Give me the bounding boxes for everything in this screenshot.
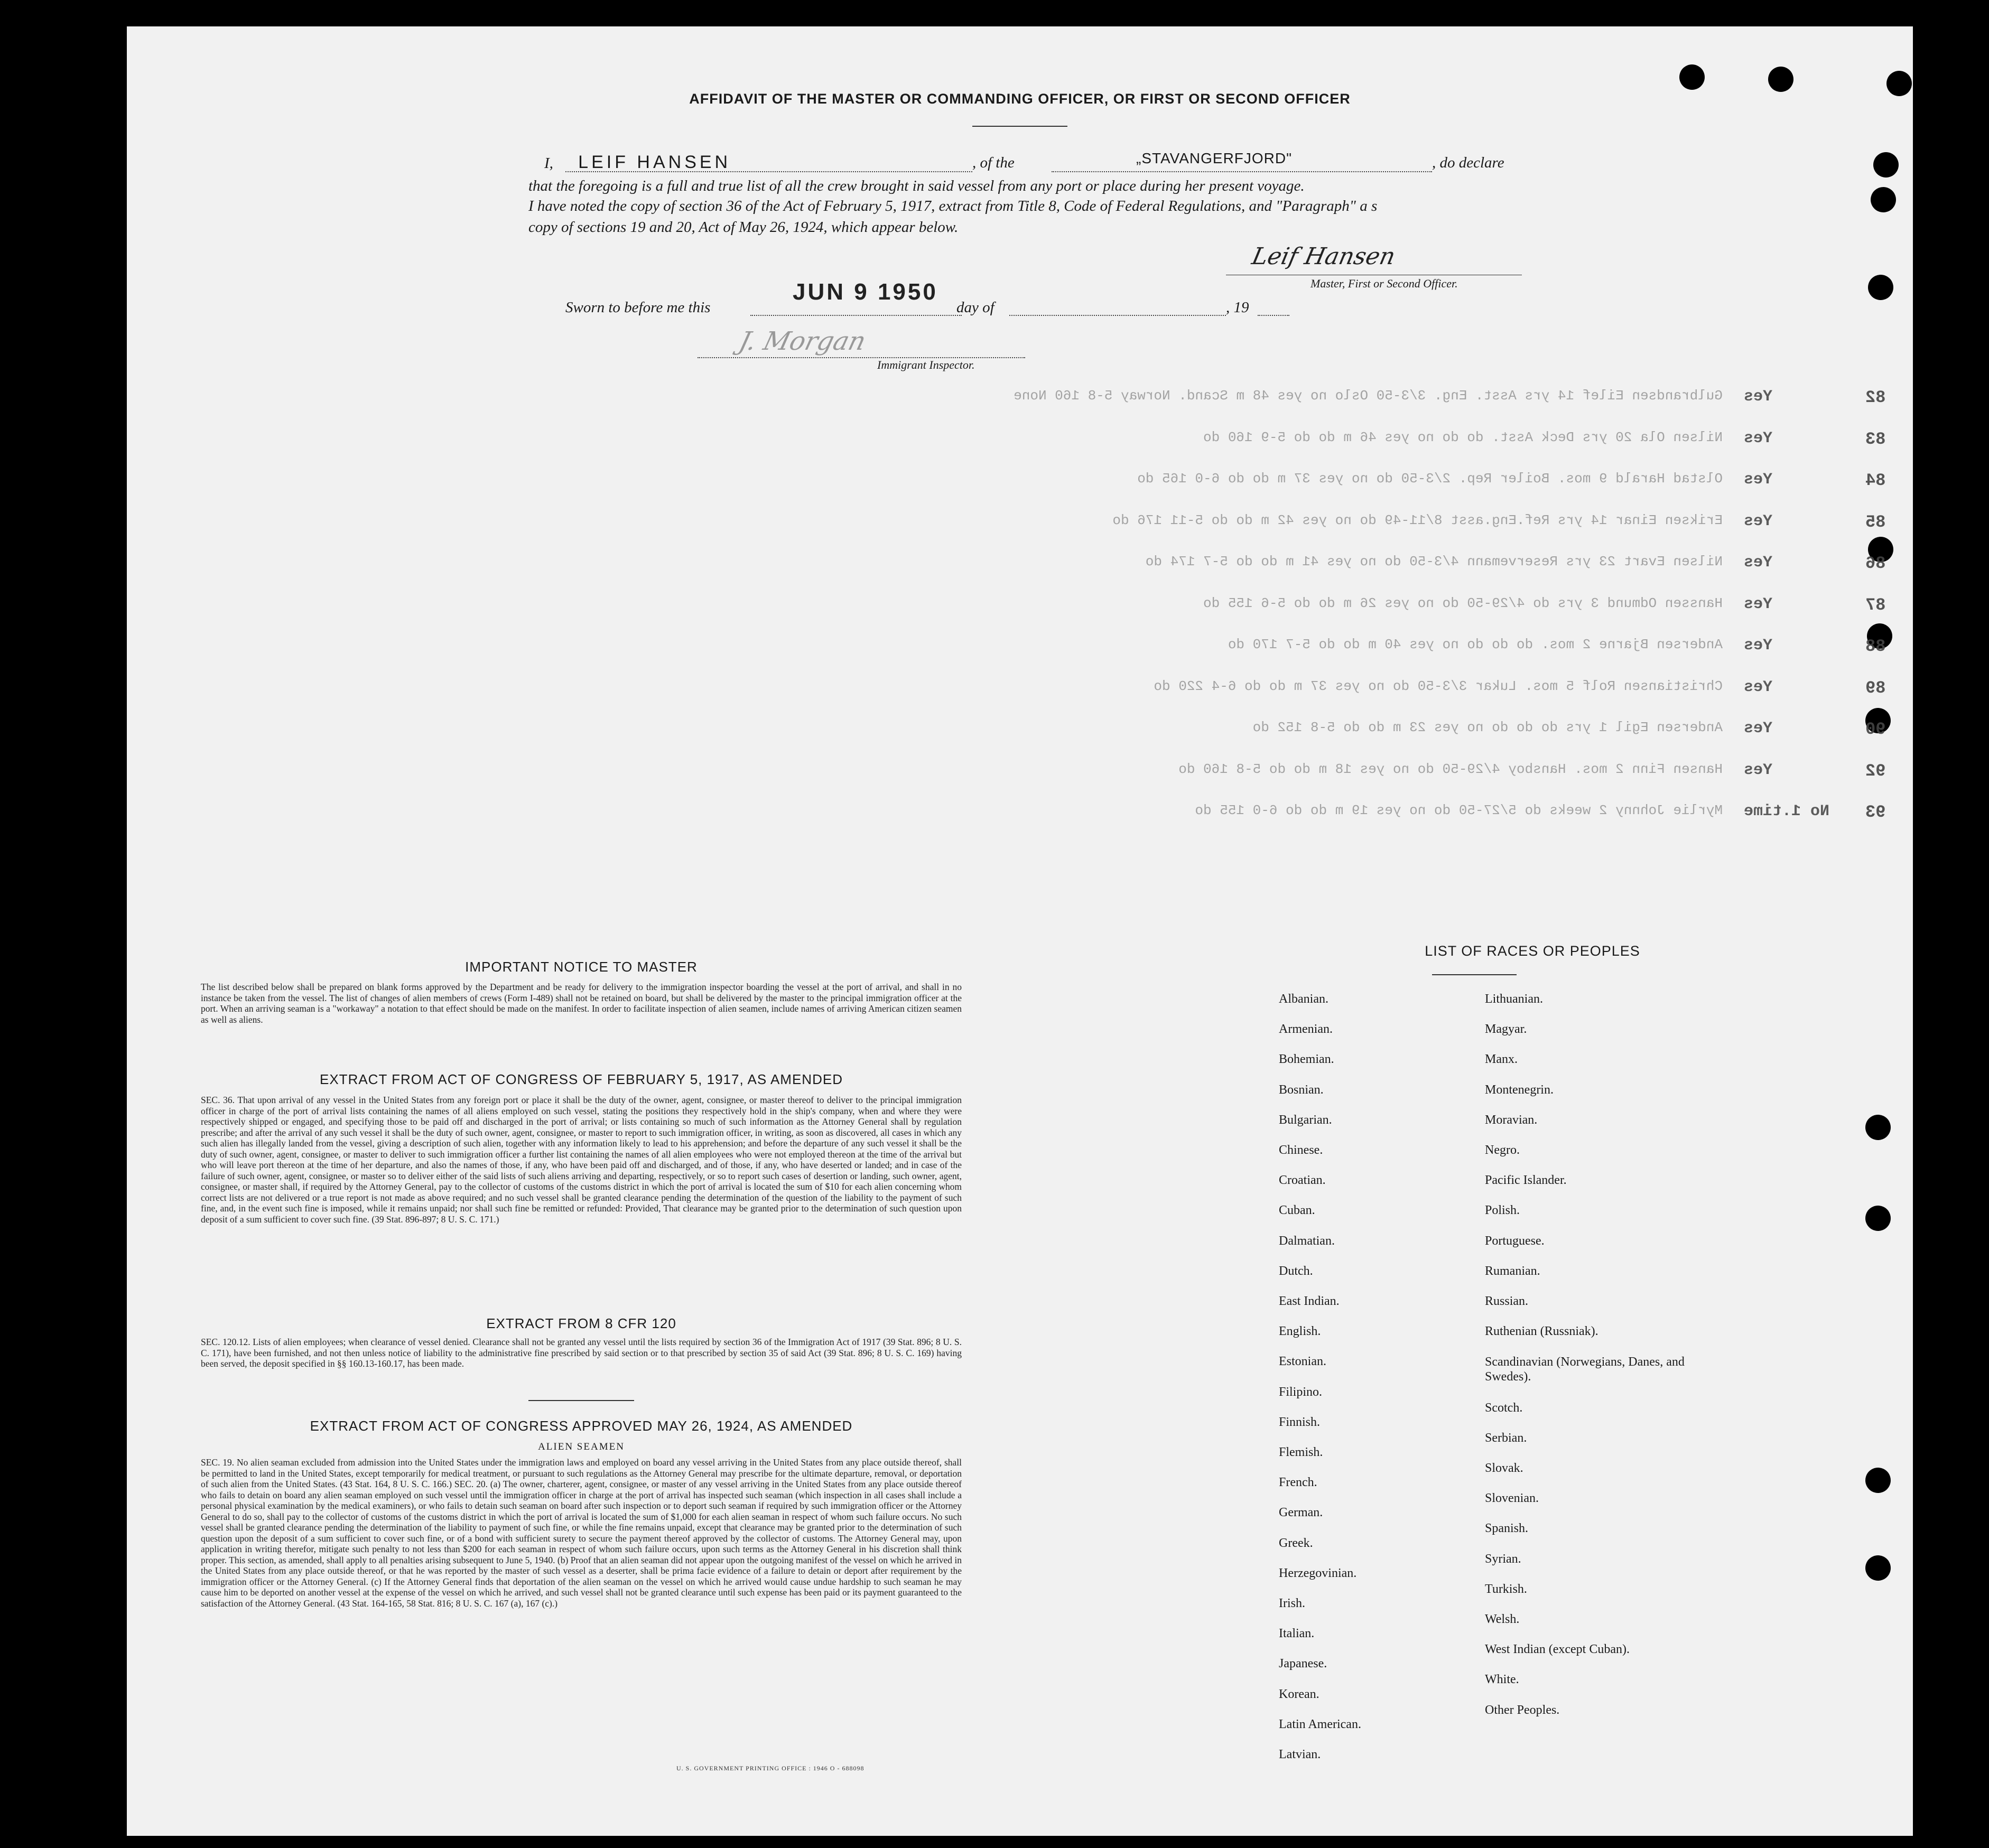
race-item: Polish.	[1485, 1203, 1520, 1217]
bleed-through-row-status: Yes	[1744, 471, 1773, 489]
bleed-through-row-number: 90	[1865, 720, 1886, 739]
race-item: Irish.	[1279, 1597, 1305, 1610]
punch-hole	[1865, 1115, 1891, 1140]
bleed-through-row-status: Yes	[1744, 678, 1773, 696]
races-underline	[1432, 974, 1517, 975]
extract-1924-text: SEC. 19. No alien seaman excluded from admission into the United States under the immigration laws and employed on board any vessel arriving in the United States from any place outside thereof, shall be permitted to land in the United States, except temporarily for medical treatment, or pursuant to such regulations as the Attorney General may prescribe for the ultimate departure, removal, or deportation of such alien from the United States. (43 Stat. 164, 8 U. S. C. 166.) SEC. 20. (a) The owner, charterer, agent, consignee, or master of any vessel arriving in the United States from any place outside thereof who fails to detain on board any alien seaman employed on such vessel until the immigration officer in charge at the port of arrival has inspected such seaman (which inspection in all cases shall include a personal physical examination by the medical examiners), or who fails to detain such seaman on board after such inspection or to deport such seaman if required by such immigration officer or the Attorney General to do so, shall pay to the collector of customs of the customs district in which the port of arrival is located the sum of $1,000 for each alien seaman in respect of whom such failure occurs. No such vessel shall be granted clearance pending the determination of the liability to payment of such fine, or while the fine remains unpaid, except that clearance may be granted prior to the determination of such question upon the deposit of a sum sufficient to cover such fine, or of a bond with sufficient surety to secure the payment thereof approved by the collector of customs. The Attorney General may, upon application in writing therefor, mitigate such penalty to not less than $200 for each seaman in respect of whom such failure occurs, upon such terms as the Attorney General in his discretion shall think proper. This section, as amended, shall apply to all penalties arising subsequent to June 5, 1940. (b) Proof that an alien seaman did not appear upon the outgoing manifest of the vessel on which he arrived in the United States from any place outside thereof, or that he was reported by the master of such vessel as a deserter, shall be prima facie evidence of a failure to detain or deport after requirement by the immigration officer or the Attorney General. (c) If the Attorney General finds that deportation of the alien seaman on the vessel on which he arrived would cause undue hardship to such seaman he may cause him to be deported on another vessel at the expense of the vessel on which he arrived, and such vessel shall not be granted clearance until such expense has been paid or its payment guaranteed to the satisfaction of the Attorney General. (43 Stat. 164-165, 58 Stat. 816; 8 U. S. C. 167 (a), 167 (c).)	[201, 1457, 962, 1609]
race-item: Dalmatian.	[1279, 1234, 1335, 1248]
race-item: Turkish.	[1485, 1582, 1527, 1596]
bleed-through-row-number: 92	[1865, 761, 1886, 781]
bleed-through-row-text: Nilsen Ola 20 yrs Deck Asst. do do no yes 46 m do do 5-9 160 do	[1203, 430, 1723, 445]
sworn-date-line	[750, 315, 962, 316]
bleed-through-row-status: Yes	[1744, 554, 1773, 572]
race-item: Slovak.	[1485, 1461, 1523, 1475]
bleed-through-row-status: Yes	[1744, 430, 1773, 447]
bleed-through-row-number: 83	[1865, 430, 1886, 449]
extract-1924-heading: EXTRACT FROM ACT OF CONGRESS APPROVED MAY 26, 1924, AS AMENDED	[310, 1418, 853, 1434]
race-item: Filipino.	[1279, 1385, 1323, 1399]
bleed-through-row-text: Olstad Harald 9 mos. Boiler Rep. 2/3-50 do no yes 37 m do do 6-0 165 do	[1137, 471, 1723, 487]
race-item: Chinese.	[1279, 1143, 1323, 1157]
race-item: West Indian (except Cuban).	[1485, 1642, 1630, 1656]
race-item: Russian.	[1485, 1294, 1529, 1308]
bleed-through-row-status: Yes	[1744, 761, 1773, 779]
printer-line: U. S. GOVERNMENT PRINTING OFFICE : 1946 O - 688098	[676, 1765, 865, 1772]
race-item: Bulgarian.	[1279, 1113, 1332, 1127]
bleed-through-row-number: 87	[1865, 595, 1886, 615]
race-item: Estonian.	[1279, 1355, 1326, 1368]
bleed-through-row-number: 86	[1865, 554, 1886, 573]
bleed-through-row-text: Eriksen Einar 14 yrs Ref.Eng.asst 8/11-49 do no yes 42 m do do 5-11 176 do	[1112, 512, 1723, 528]
bleed-through-row-number: 88	[1865, 637, 1886, 656]
bleed-through-row-number: 82	[1865, 388, 1886, 407]
race-item: Other Peoples.	[1485, 1703, 1560, 1717]
race-item: English.	[1279, 1324, 1321, 1338]
bleed-through-row-text: Myrlie Johnny 2 weeks do 5/27-50 do no yes 19 m do do 6-0 155 do	[1195, 802, 1723, 818]
declaration-prefix: I,	[544, 155, 553, 172]
month-line	[1009, 315, 1226, 316]
of-the-label: , of the	[972, 154, 1015, 171]
bleed-through-row-status: Yes	[1744, 595, 1773, 613]
notice-heading: IMPORTANT NOTICE TO MASTER	[465, 959, 698, 975]
bleed-through-row-text: Andersen Egil 1 yrs do do do no yes 23 m do do 5-8 152 do	[1252, 720, 1723, 735]
bleed-through-row-number: 93	[1865, 802, 1886, 822]
race-item: Serbian.	[1485, 1431, 1527, 1445]
inspector-signature: J. Morgan	[736, 326, 869, 356]
race-item: Montenegrin.	[1485, 1083, 1554, 1097]
punch-hole	[1865, 1555, 1891, 1581]
affidavit-title: AFFIDAVIT OF THE MASTER OR COMMANDING OFFICER, OR FIRST OR SECOND OFFICER	[689, 91, 1351, 107]
sworn-date-stamp: JUN 9 1950	[793, 279, 938, 305]
race-item: Negro.	[1485, 1143, 1520, 1157]
title-underline	[972, 126, 1067, 127]
bleed-through-row-text: Gulbrandsen Eilef 14 yrs Asst. Eng. 3/3-50 Oslo no yes 48 m Scand. Norway 5-8 160 None	[1014, 388, 1723, 404]
year-line	[1258, 315, 1289, 316]
race-item: Moravian.	[1485, 1113, 1538, 1127]
declaration-line-3: I have noted the copy of section 36 of the Act of February 5, 1917, extract from Title 8, Code of Federal Regulations, and "Paragraph" a s	[528, 198, 1378, 214]
race-item: Dutch.	[1279, 1264, 1313, 1278]
punch-hole	[1679, 64, 1705, 90]
notice-text: The list described below shall be prepared on blank forms approved by the Department and be ready for delivery to the immigration inspector boarding the vessel at the port of arrival, and shall in no instance be taken from the vessel. The list of changes of alien members of crews (Form I-489) shall not be retained on board, but shall be delivered by the master to the principal immigration officer at the port. When an arriving seaman is a "workaway" a notation to that effect should be made on the manifest. In order to facilitate inspection of alien seamen, include names of arriving American citizen seamen as well as aliens.	[201, 982, 962, 1025]
race-item: Spanish.	[1485, 1522, 1529, 1535]
race-item: Latvian.	[1279, 1748, 1321, 1761]
race-item: Greek.	[1279, 1536, 1313, 1550]
extract-cfr-heading: EXTRACT FROM 8 CFR 120	[486, 1315, 676, 1331]
bleed-through-row-status: Yes	[1744, 637, 1773, 655]
inspector-caption: Immigrant Inspector.	[877, 358, 975, 371]
year-label: , 19	[1226, 299, 1249, 316]
race-item: Armenian.	[1279, 1022, 1333, 1036]
bleed-through-row-text: Hanssen Odmund 3 yrs do 4/29-50 do no yes 26 m do do 5-6 155 do	[1203, 595, 1723, 611]
bleed-through-row-status: No 1.time	[1744, 802, 1830, 820]
cfr-divider	[528, 1400, 634, 1401]
bleed-through-row-status: Yes	[1744, 388, 1773, 406]
punch-hole	[1768, 67, 1793, 92]
race-item: Bohemian.	[1279, 1052, 1334, 1066]
punch-hole	[1873, 152, 1899, 178]
punch-hole	[1865, 1468, 1891, 1493]
day-of-label: day of	[956, 299, 994, 316]
race-item: Ruthenian (Russniak).	[1485, 1324, 1598, 1338]
punch-hole	[1868, 275, 1893, 300]
punch-hole	[1871, 187, 1896, 212]
race-item: Croatian.	[1279, 1173, 1326, 1187]
master-name-line	[565, 171, 972, 172]
bleed-through-row-text: Nilsen Evart 23 yrs Reservemann 4/3-50 do no yes 41 m do do 5-7 174 do	[1145, 554, 1723, 570]
race-item: Italian.	[1279, 1627, 1315, 1640]
inspector-line	[698, 357, 1025, 358]
punch-hole	[1865, 1206, 1891, 1231]
extract-cfr-text: SEC. 120.12. Lists of alien employees; when clearance of vessel denied. Clearance shall not be granted any vessel until the lists required by section 36 of the Immigration Act of 1917 (39 Stat. 896; 8 U. S. C. 171), have been furnished, and not then unless notice of liability to the administrative fine prescribed by said section or to that prescribed by section 35 of said Act (39 Stat. 896; 8 U. S. C. 169) having been served, the deposit specified in §§ 160.13-160.17, has been made.	[201, 1337, 962, 1369]
master-name: LEIF HANSEN	[578, 152, 731, 172]
race-item: White.	[1485, 1673, 1519, 1686]
declaration-line-1	[544, 152, 1707, 173]
bleed-through-row-number: 84	[1865, 471, 1886, 490]
punch-hole	[1886, 71, 1912, 96]
race-item: Pacific Islander.	[1485, 1173, 1567, 1187]
declaration-line-4: copy of sections 19 and 20, Act of May 26, 1924, which appear below.	[528, 219, 959, 236]
race-item: East Indian.	[1279, 1294, 1340, 1308]
race-item: Japanese.	[1279, 1657, 1327, 1670]
race-item: Herzegovinian.	[1279, 1566, 1357, 1580]
race-item: Portuguese.	[1485, 1234, 1545, 1248]
sworn-prefix: Sworn to before me this	[565, 299, 711, 316]
vessel-name: „STAVANGERFJORD"	[1136, 150, 1293, 166]
races-heading: LIST OF RACES OR PEOPLES	[1425, 943, 1640, 959]
race-item: Lithuanian.	[1485, 992, 1543, 1006]
bleed-through-row-text: Hansen Finn 2 mos. Hansboy 4/29-50 do no yes 18 m do do 5-8 160 do	[1178, 761, 1723, 777]
bleed-through-row-status: Yes	[1744, 720, 1773, 738]
race-item: Korean.	[1279, 1687, 1319, 1701]
race-item: French.	[1279, 1476, 1317, 1489]
declaration-line-2: that the foregoing is a full and true list of all the crew brought in said vessel from any port or place during her present voyage.	[528, 178, 1305, 194]
race-item: Finnish.	[1279, 1415, 1321, 1429]
extract-1917-text: SEC. 36. That upon arrival of any vessel in the United States from any foreign port or place it shall be the duty of the owner, agent, consignee, or master thereof to deliver to the principal immigration officer in charge of the port of arrival lists containing the names of all aliens employed on such vessel, stating the positions they respectively hold in the ship's company, when and where they were respectively shipped or engaged, and specifying those to be paid off and discharged in the port of arrival; or lists containing so much of such information as the Attorney General shall by regulation prescribe; and after the arrival of any such vessel it shall be the duty of such owner, agent, consignee, or master to report to such immigration officer, in writing, as soon as discovered, all cases in which any such alien has illegally landed from the vessel, giving a description of such alien, together with any information likely to lead to his apprehension; and before the departure of any such vessel it shall be the duty of such owner, agent, consignee, or master to deliver to such immigration officer a further list containing the names of all alien employees who were not employed thereon at the time of the arrival but who will leave port thereon at the time of her departure, and also the names of those, if any, who have been paid off and discharged, and of those, if any, who have deserted or landed; and in case of the failure of such owner, agent, consignee, or master so to deliver either of the said lists of such aliens arriving and departing, respectively, or so to report such cases of desertion or landing, such owner, agent, consignee, or master shall, if required by the Attorney General, pay to the collector of customs of the customs district in which the port of arrival is located the sum of $10 for each alien concerning whom correct lists are not delivered or a true report is not made as above required; and no such vessel shall be granted clearance pending the determination of the question of the liability to the payment of such fine, and, in the event such fine is imposed, while it remains unpaid; nor shall such fine be remitted or refunded: Provided, That clearance may be granted prior to the determination of such question upon deposit of a sum sufficient to cover such fine. (39 Stat. 896-897; 8 U. S. C. 171.)	[201, 1095, 962, 1225]
race-item: Bosnian.	[1279, 1083, 1324, 1097]
bleed-through-row-number: 85	[1865, 512, 1886, 532]
race-item: Manx.	[1485, 1052, 1518, 1066]
bleed-through-row-status: Yes	[1744, 512, 1773, 530]
race-item: Syrian.	[1485, 1552, 1521, 1566]
do-declare-label: , do declare	[1432, 154, 1504, 171]
race-item: Scandinavian (Norwegians, Danes, and Swedes).	[1485, 1355, 1685, 1384]
race-item: German.	[1279, 1506, 1323, 1519]
race-item: Albanian.	[1279, 992, 1328, 1006]
master-signature-caption: Master, First or Second Officer.	[1310, 277, 1458, 290]
race-item: Magyar.	[1485, 1022, 1527, 1036]
alien-seamen-subheading: ALIEN SEAMEN	[538, 1441, 625, 1452]
bleed-through-row-text: Andersen Bjarne 2 mos. do do do no yes 40 m do do 5-7 170 do	[1228, 637, 1723, 652]
extract-1917-heading: EXTRACT FROM ACT OF CONGRESS OF FEBRUARY 5, 1917, AS AMENDED	[320, 1071, 843, 1087]
race-item: Slovenian.	[1485, 1491, 1539, 1505]
master-signature: Leif Hansen	[1249, 243, 1398, 270]
bleed-through-row-number: 89	[1865, 678, 1886, 698]
race-item: Flemish.	[1279, 1445, 1323, 1459]
race-item: Rumanian.	[1485, 1264, 1540, 1278]
race-item: Latin American.	[1279, 1718, 1361, 1731]
bleed-through-row-text: Christiansen Rolf 5 mos. Lukar 3/3-50 do no yes 37 m do do 6-4 220 do	[1154, 678, 1723, 694]
race-item: Cuban.	[1279, 1203, 1315, 1217]
vessel-name-line	[1052, 171, 1432, 172]
race-item: Welsh.	[1485, 1612, 1520, 1626]
race-item: Scotch.	[1485, 1401, 1523, 1415]
